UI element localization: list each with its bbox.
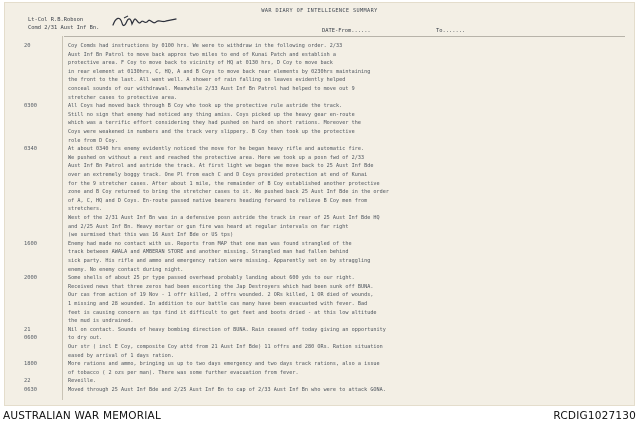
entry-time: 20 — [24, 43, 31, 49]
entry-text: conceal sounds of our withdrawal. Meanwhile 2/33 Aust Inf Bn Patrol had helped to move out 9 — [68, 86, 355, 92]
entry-text: in rear element at 0130hrs, C, HQ, A and B Coys to move back rear elements by 0230hrs maintaining — [68, 68, 371, 75]
entry-text: (we surmised that this was 16 Aust Inf Bde or US tps) — [68, 232, 234, 239]
document-title: WAR DIARY OF INTELLIGENCE SUMMARY — [261, 8, 378, 14]
diary-line — [4, 343, 635, 351]
diary-line — [4, 76, 635, 84]
diary-line — [4, 377, 635, 385]
diary-line — [4, 85, 635, 93]
entry-text: and 2/25 Aust Inf Bn. Heavy mortar or gun fire was heard at regular intervals on far right — [68, 223, 349, 230]
diary-line — [4, 300, 635, 308]
diary-line — [4, 326, 635, 334]
diary-line — [4, 51, 635, 59]
diary-line — [4, 94, 635, 102]
diary-line — [4, 188, 635, 196]
entry-time: 0340 — [24, 146, 37, 153]
diary-line — [4, 386, 635, 394]
diary-line — [4, 309, 635, 317]
entry-text: Aust Inf Bn Patrol and astride the track. At first light we began the move back to 25 Aust Inf Bde — [68, 163, 374, 170]
diary-line — [4, 180, 635, 188]
diary-line — [4, 102, 635, 110]
diary-line — [4, 223, 635, 231]
handwritten-signature — [110, 13, 180, 31]
diary-line — [4, 240, 635, 248]
diary-line — [4, 171, 635, 179]
diary-line — [4, 59, 635, 67]
diary-line — [4, 128, 635, 136]
entry-time: 1600 — [24, 240, 37, 247]
entry-text: We pushed on without a rest and reached the protective area. Here we took up a posn fwd of 2/33 — [68, 154, 365, 161]
entry-time: 0600 — [24, 335, 37, 342]
entry-text: Reveille. — [68, 378, 97, 385]
diary-line — [4, 145, 635, 153]
entry-text: protective area. F Coy to move back to vicinity of HQ at 0130 hrs, D Coy to move back — [68, 60, 333, 67]
entry-text: 1 missing and 28 wounded. In addition to our battle cas many have been evacuated with fever. Bad — [68, 301, 368, 307]
entry-text: to dry out. — [68, 335, 103, 342]
officer-name: Lt-Col R.B.Robson — [28, 17, 84, 23]
entry-text: the mud is undrained. — [68, 318, 134, 325]
entry-text: Our str ( incl E Coy, composite Coy attd from 21 Aust Inf Bde) 11 offrs and 280 ORs. Ration situation — [68, 344, 383, 350]
entry-text: Coys were weakened in numbers and the track very slippery. B Coy then took up the protective — [68, 129, 355, 135]
diary-line — [4, 205, 635, 213]
date-from-label: DATE-From...... — [322, 28, 371, 34]
entry-text: At about 0340 hrs enemy evidently noticed the move for he began heavy rifle and automatic fire. — [68, 146, 365, 153]
entry-text: West of the 2/31 Aust Inf Bn was in a defensive posn astride the track in rear of 25 Aust Inf Bde HQ — [68, 215, 380, 221]
archive-credit: AUSTRALIAN WAR MEMORIAL — [3, 410, 161, 422]
diary-line — [4, 274, 635, 282]
date-to-label: To....... — [436, 28, 466, 34]
entry-text: All Coys had moved back through B Coy who took up the protective rule astride the track. — [68, 103, 343, 110]
entry-time: 1800 — [24, 361, 37, 368]
entry-text: which was a terrific effort considering they had pushed on hard on short rations. Moreover the — [68, 120, 361, 127]
entry-text: eased by arrival of 1 days ration. — [68, 352, 174, 359]
entry-time: 2000 — [24, 275, 37, 282]
entry-text: stretchers. — [68, 206, 103, 213]
document-page — [4, 2, 635, 406]
entry-text: Moved through 25 Aust Inf Bde and 2/25 Aust Inf Bn to cap of 2/33 Aust Inf Bn who were to attack GONA. — [68, 387, 386, 393]
entry-text: stretcher cases to protective area. — [68, 94, 178, 101]
diary-line — [4, 257, 635, 265]
entry-time: 0630 — [24, 387, 37, 393]
diary-line — [4, 283, 635, 291]
entry-text: the front to the last. All went well. A shower of rain falling on leaves evidently helped — [68, 77, 346, 84]
entry-time: 21 — [24, 326, 31, 333]
diary-line — [4, 266, 635, 274]
entry-text: Nil on contact. Sounds of heavy bombing direction of BUNA. Rain ceased off today giving an opportunity — [68, 326, 386, 333]
diary-line — [4, 111, 635, 119]
diary-line — [4, 352, 635, 360]
archive-footer — [0, 406, 639, 425]
entry-text: enemy. No enemy contact during night. — [68, 266, 184, 273]
entry-time: 22 — [24, 378, 31, 385]
diary-line — [4, 68, 635, 76]
entry-text: sick party. His rifle and ammo and emergency ration were missing. Apparently set on by straggling — [68, 258, 371, 264]
document-reference: RCDIG1027130 — [553, 410, 636, 422]
unit-command: Comd 2/31 Aust Inf Bn. — [28, 25, 100, 31]
diary-line — [4, 214, 635, 222]
entry-time: 0300 — [24, 103, 37, 110]
diary-line — [4, 197, 635, 205]
diary-line — [4, 334, 635, 342]
entry-text: Some shells of about 25 pr type passed overhead probably landing about 600 yds to our right. — [68, 275, 355, 282]
entry-text: zone and B Coy returned to bring the stretcher cases to it. We pushed back 25 Aust Inf Bde in the order — [68, 189, 390, 196]
diary-line — [4, 162, 635, 170]
diary-line — [4, 369, 635, 377]
diary-line — [4, 317, 635, 325]
header-divider — [64, 36, 625, 37]
entry-text: Received news that three zeros had been escorting the Jap Destroyers which had been sunk off BUNA. — [68, 283, 374, 290]
entry-text: of tobacco ( 2 ozs per man). There was some further evacuation from fever. — [68, 369, 299, 376]
diary-line — [4, 291, 635, 299]
entry-text: role from D Coy. — [68, 137, 118, 144]
diary-line — [4, 42, 635, 50]
diary-line — [4, 137, 635, 145]
diary-line — [4, 119, 635, 127]
entry-text: of A, C, HQ and D Coys. En-route passed native bearers heading forward to relieve B Coy men from — [68, 197, 368, 204]
entry-text: Still no sign that enemy had noticed any thing amiss. Coys picked up the heavy gear en-route — [68, 111, 355, 118]
entry-text: Our cas from action of 19 Nov - 1 offr killed, 2 offrs wounded. 2 ORs killed, 1 OR died of wounds, — [68, 292, 374, 299]
entry-text: over an extremely boggy track. One Pl from each C and D Coys provided protection at end of Kunai — [68, 172, 368, 178]
diary-line — [4, 360, 635, 368]
entry-text: feet is causing concern as tps find it difficult to get feet and boots dried - at this low altitude — [68, 309, 377, 316]
entry-text: Aust Inf Bn Patrol to move back approx two miles to end of Kunai Patch and establish a — [68, 51, 337, 58]
entry-text: for the 9 stretcher cases. After about 1 mile, the remainder of B Coy established another protective — [68, 180, 380, 187]
diary-line — [4, 248, 635, 256]
diary-line — [4, 154, 635, 162]
entry-text: Coy Comds had instructions by 0100 hrs. We were to withdraw in the following order. 2/33 — [68, 43, 343, 49]
entry-text: More rations and ammo, bringing us up to two days emergency and two days track rations, also a issue — [68, 361, 380, 368]
diary-line — [4, 231, 635, 239]
entry-text: Enemy had made no contact with us. Reports from MAP that one man was found strangled of the — [68, 240, 352, 247]
entry-text: track between AWALA and AMBERAN STORE and another missing. Strangled man had fallen behind — [68, 249, 349, 256]
